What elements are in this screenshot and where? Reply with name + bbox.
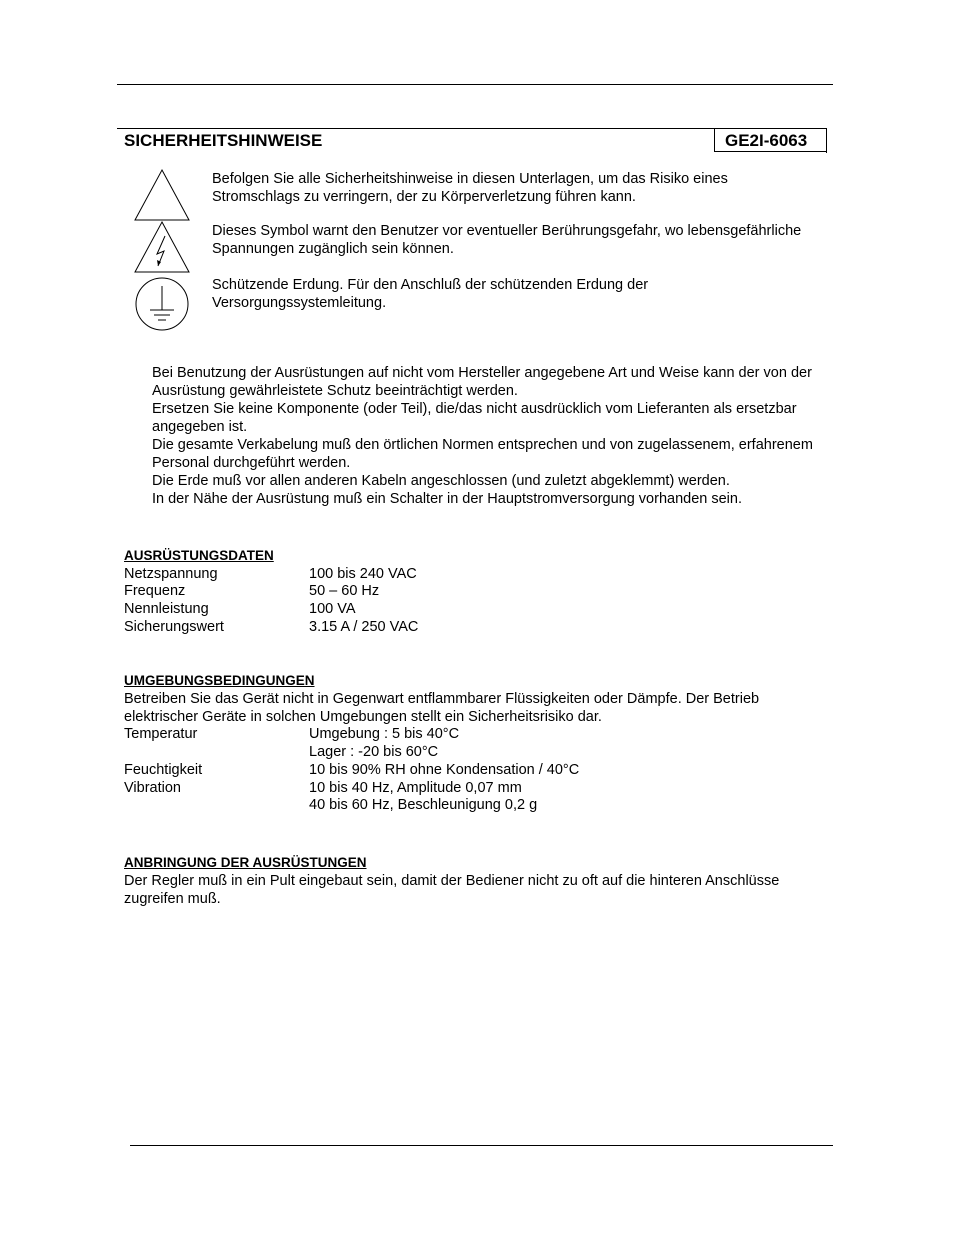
- env-value: 40 bis 60 Hz, Beschleunigung 0,2 g: [309, 797, 538, 813]
- spec-label: Frequenz: [124, 583, 186, 599]
- safety-note: Ersetzen Sie keine Komponente (oder Teil), die/das nicht ausdrücklich vom Lieferanten als ersetzbar angegeben ist.: [152, 401, 797, 435]
- warning-triangle-icon: [133, 168, 191, 222]
- mounting-text: Der Regler muß in ein Pult eingebaut sein, damit der Bediener nicht zu oft auf die hinteren Anschlüsse zugreifen muß.: [124, 873, 780, 907]
- doc-code: GE2I-6063: [725, 131, 808, 150]
- safety-note: Bei Benutzung der Ausrüstungen auf nicht vom Hersteller angegebene Art und Weise kann der von der Ausrüstung gewährleistete Schutz beeinträchtigt werden.: [152, 365, 812, 399]
- spec-value: 100 VA: [309, 601, 356, 617]
- bottom-rule: [130, 1145, 833, 1146]
- spec-value: 100 bis 240 VAC: [309, 566, 417, 582]
- env-value: 10 bis 40 Hz, Amplitude 0,07 mm: [309, 780, 522, 796]
- spec-label: Nennleistung: [124, 601, 209, 617]
- spec-label: Sicherungswert: [124, 619, 224, 635]
- env-value: Lager : -20 bis 60°C: [309, 744, 439, 760]
- env-label: Vibration: [124, 780, 181, 796]
- env-label: Feuchtigkeit: [124, 762, 203, 778]
- safety-note: In der Nähe der Ausrüstung muß ein Schalter in der Hauptstromversorgung vorhanden sein.: [152, 491, 742, 507]
- equipment-heading: AUSRÜSTUNGSDATEN: [124, 548, 274, 563]
- safety-note: Die gesamte Verkabelung muß den örtlichen Normen entsprechen und von zugelassenem, erfahrenem Personal durchgeführt werden.: [152, 437, 813, 471]
- symbol-text-earth: Schützende Erdung. Für den Anschluß der schützenden Erdung der Versorgungssystemleitung.: [212, 277, 649, 311]
- page-title: SICHERHEITSHINWEISE: [124, 131, 323, 150]
- symbol-text-warning: Befolgen Sie alle Sicherheitshinweise in diesen Unterlagen, um das Risiko eines Stromschlags zu verringern, der zu Körperverletzung führen kann.: [212, 171, 728, 205]
- env-label: Temperatur: [124, 726, 198, 742]
- environment-heading: UMGEBUNGSBEDINGUNGEN: [124, 673, 315, 688]
- env-value: Umgebung : 5 bis 40°C: [309, 726, 460, 742]
- mounting-heading: ANBRINGUNG DER AUSRÜSTUNGEN: [124, 855, 367, 870]
- safety-note: Die Erde muß vor allen anderen Kabeln angeschlossen (und zuletzt abgeklemmt) werden.: [152, 473, 730, 489]
- symbol-text-shock: Dieses Symbol warnt den Benutzer vor eventueller Berührungsgefahr, wo lebensgefährliche Spannungen zugänglich sein können.: [212, 223, 802, 257]
- spec-value: 3.15 A / 250 VAC: [309, 619, 419, 635]
- protective-earth-icon: [133, 276, 191, 332]
- spec-value: 50 – 60 Hz: [309, 583, 380, 599]
- environment-intro: Betreiben Sie das Gerät nicht in Gegenwart entflammbarer Flüssigkeiten oder Dämpfe. Der Betrieb elektrischer Geräte in solchen Umgebungen stellt ein Sicherheitsrisiko dar.: [124, 691, 760, 725]
- electric-shock-warning-icon: [133, 220, 191, 274]
- env-value: 10 bis 90% RH ohne Kondensation / 40°C: [309, 762, 580, 778]
- spec-label: Netzspannung: [124, 566, 218, 582]
- safety-notes: [152, 364, 832, 508]
- top-rule: [117, 84, 833, 85]
